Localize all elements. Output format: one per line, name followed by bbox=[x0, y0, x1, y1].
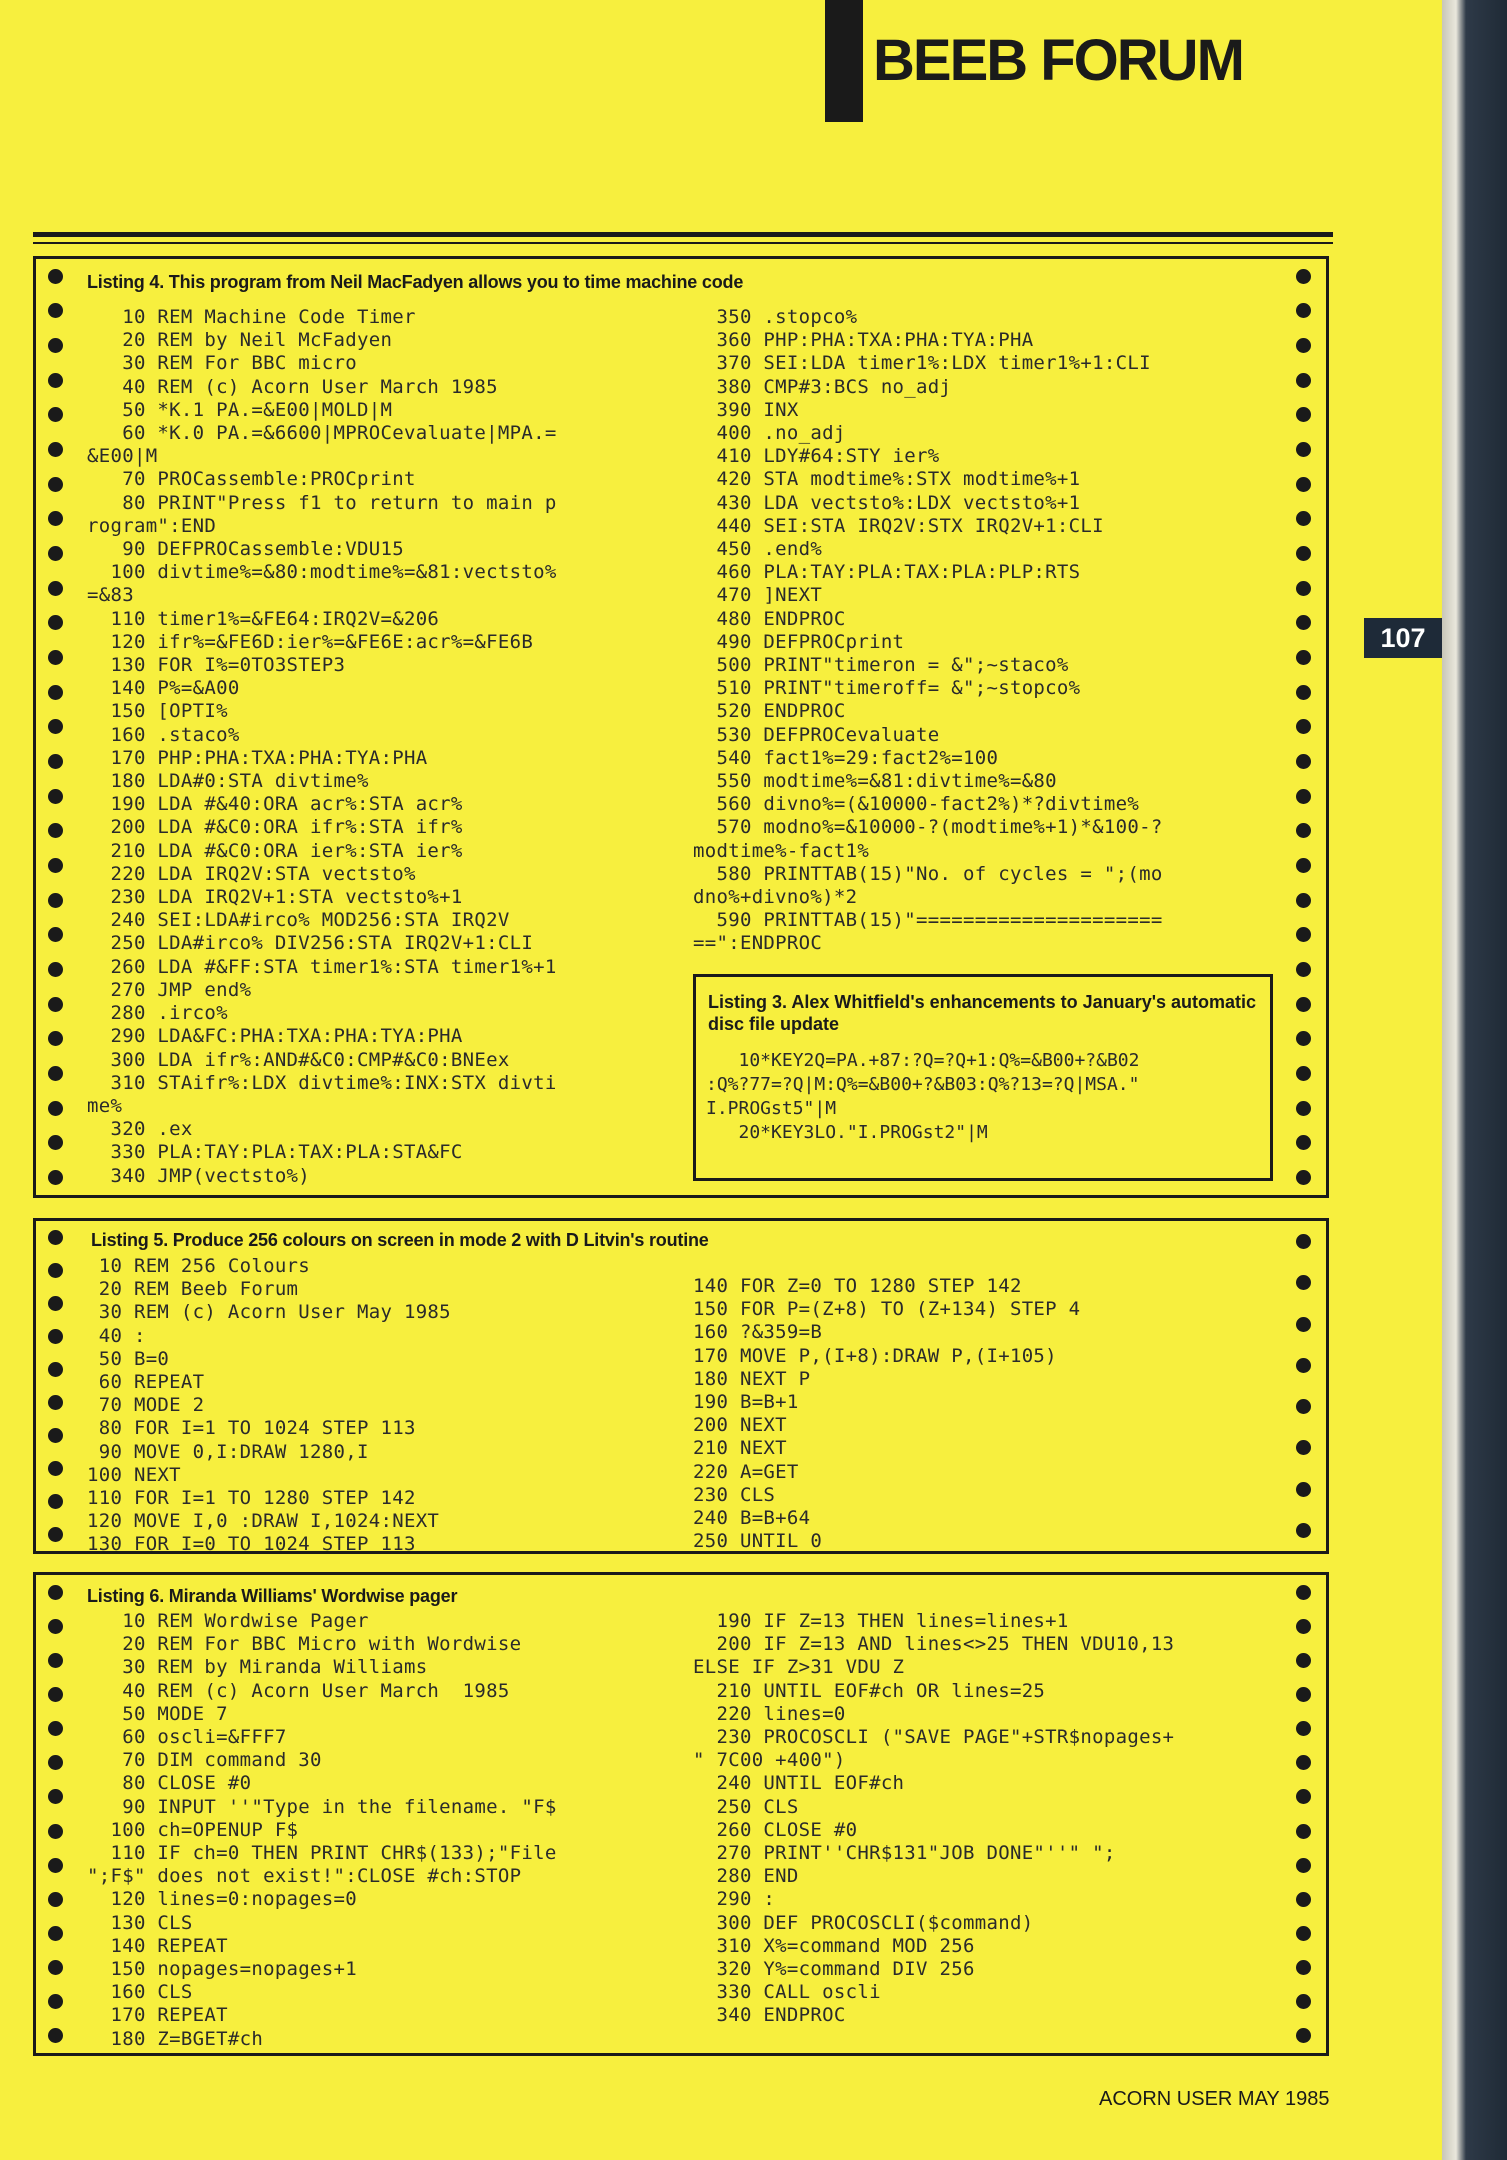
listing-3-caption: Listing 3. Alex Whitfield's enhancements to January's automatic disc file update bbox=[708, 992, 1257, 1034]
dot-border-right bbox=[1296, 259, 1314, 1195]
listing-6-box bbox=[33, 1572, 1329, 2056]
listing-6-caption: Listing 6. Miranda Williams' Wordwise pager bbox=[87, 1586, 458, 1606]
listing-6-code-left: 10 REM Wordwise Pager 20 REM For BBC Micro with Wordwise 30 REM by Miranda Williams 40 REM (c) Acorn User March 1985 50 MODE 7 60 oscli=&FFF7 70 DIM command 30 80 CLOSE #0 90 INPUT ''"Type in the filename. "F$ 100 ch=OPENUP F$ 110 IF ch=0 THEN PRINT CHR$(133);"File ";F$" does not exist!":CLOSE #ch:STOP 120 lines=0:nopages=0 130 CLS 140 REPEAT 150 nopages=nopages+1 160 CLS 170 REPEAT 180 Z=BGET#ch bbox=[87, 1610, 557, 2050]
listing-3-code: 10*KEY2Q=PA.+87:?Q=?Q+1:Q%=&B00+?&B02 :Q%?77=?Q|M:Q%=&B00+?&B03:Q%?13=?Q|MSA." I.PROGst5"|M 20*KEY3LO."I.PROGst2"|M bbox=[706, 1050, 1140, 1143]
dot-border-left bbox=[48, 259, 66, 1195]
header-rule-thin bbox=[33, 242, 1333, 244]
dot-border-right bbox=[1296, 1575, 1314, 2053]
dot-border-right bbox=[1296, 1221, 1314, 1551]
section-title: BEEB FORUM bbox=[873, 28, 1243, 93]
header-bar bbox=[825, 0, 863, 122]
listing-5-caption: Listing 5. Produce 256 colours on screen in mode 2 with D Litvin's routine bbox=[91, 1230, 709, 1250]
listing-4-caption: Listing 4. This program from Neil MacFadyen allows you to time machine code bbox=[87, 272, 744, 292]
dot-border-left bbox=[48, 1221, 66, 1551]
page-number: 107 bbox=[1364, 618, 1442, 658]
page-edge bbox=[1442, 0, 1507, 2160]
listing-5-box bbox=[33, 1218, 1329, 1554]
footer: ACORN USER MAY 1985 bbox=[1099, 2088, 1330, 2110]
listing-3-box bbox=[693, 974, 1273, 1181]
header-rule bbox=[33, 232, 1333, 237]
listing-5-code-right: 140 FOR Z=0 TO 1280 STEP 142 150 FOR P=(Z+8) TO (Z+134) STEP 4 160 ?&359=B 170 MOVE P,(I+8):DRAW P,(I+105) 180 NEXT P 190 B=B+1 200 NEXT 210 NEXT 220 A=GET 230 CLS 240 B=B+64 250 UNTIL 0 bbox=[693, 1275, 1081, 1553]
listing-4-box bbox=[33, 256, 1329, 1198]
dot-border-left bbox=[48, 1575, 66, 2053]
listing-5-code-left: 10 REM 256 Colours 20 REM Beeb Forum 30 REM (c) Acorn User May 1985 40 : 50 B=0 60 REPEAT 70 MODE 2 80 FOR I=1 TO 1024 STEP 113 90 MOVE 0,I:DRAW 1280,I 100 NEXT 110 FOR I=1 TO 1280 STEP 142 120 MOVE I,0 :DRAW I,1024:NEXT 130 FOR I=0 TO 1024 STEP 113 bbox=[87, 1255, 451, 1556]
listing-4-code-left: 10 REM Machine Code Timer 20 REM by Neil McFadyen 30 REM For BBC micro 40 REM (c) Acorn User March 1985 50 *K.1 PA.=&E00|MOLD|M 60 *K.0 PA.=&6600|MPROCevaluate|MPA.= &E00|M 70 PROCassemble:PROCprint 80 PRINT"Press f1 to return to main p rogram":END 90 DEFPROCassemble:VDU15 100 divtime%=&80:modtime%=&81:vectsto% =&83 110 timer1%=&FE64:IRQ2V=&206 120 ifr%=&FE6D:ier%=&FE6E:acr%=&FE6B 130 FOR I%=0TO3STEP3 140 P%=&A00 150 [OPTI% 160 .staco% 170 PHP:PHA:TXA:PHA:TYA:PHA 180 LDA#0:STA divtime% 190 LDA #&40:ORA acr%:STA acr% 200 LDA #&C0:ORA ifr%:STA ifr% 210 LDA #&C0:ORA ier%:STA ier% 220 LDA IRQ2V:STA vectsto% 230 LDA IRQ2V+1:STA vectsto%+1 240 SEI:LDA#irco% MOD256:STA IRQ2V 250 LDA#irco% DIV256:STA IRQ2V+1:CLI 260 LDA #&FF:STA timer1%:STA timer1%+1 270 JMP end% 280 .irco% 290 LDA&FC:PHA:TXA:PHA:TYA:PHA 300 LDA ifr%:AND#&C0:CMP#&C0:BNEex 310 STAifr%:LDX divtime%:INX:STX divti me% 320 .ex 330 PLA:TAY:PLA:TAX:PLA:STA&FC 340 JMP(vectsto%) bbox=[87, 306, 557, 1187]
listing-6-code-right: 190 IF Z=13 THEN lines=lines+1 200 IF Z=13 AND lines<>25 THEN VDU10,13 ELSE IF Z>31 VDU Z 210 UNTIL EOF#ch OR lines=25 220 lines=0 230 PROCOSCLI ("SAVE PAGE"+STR$nopages+ " 7C00 +400") 240 UNTIL EOF#ch 250 CLS 260 CLOSE #0 270 PRINT''CHR$131"JOB DONE"''" "; 280 END 290 : 300 DEF PROCOSCLI($command) 310 X%=command MOD 256 320 Y%=command DIV 256 330 CALL oscli 340 ENDPROC bbox=[693, 1610, 1175, 2027]
listing-4-code-right: 350 .stopco% 360 PHP:PHA:TXA:PHA:TYA:PHA 370 SEI:LDA timer1%:LDX timer1%+1:CLI 380 CMP#3:BCS no_adj 390 INX 400 .no_adj 410 LDY#64:STY ier% 420 STA modtime%:STX modtime%+1 430 LDA vectsto%:LDX vectsto%+1 440 SEI:STA IRQ2V:STX IRQ2V+1:CLI 450 .end% 460 PLA:TAY:PLA:TAX:PLA:PLP:RTS 470 ]NEXT 480 ENDPROC 490 DEFPROCprint 500 PRINT"timeron = &";~staco% 510 PRINT"timeroff= &";~stopco% 520 ENDPROC 530 DEFPROCevaluate 540 fact1%=29:fact2%=100 550 modtime%=&81:divtime%=&80 560 divno%=(&10000-fact2%)*?divtime% 570 modno%=&10000-?(modtime%+1)*&100-? modtime%-fact1% 580 PRINTTAB(15)"No. of cycles = ";(mo dno%+divno%)*2 590 PRINTTAB(15)"===================== ==":ENDPROC bbox=[693, 306, 1163, 955]
